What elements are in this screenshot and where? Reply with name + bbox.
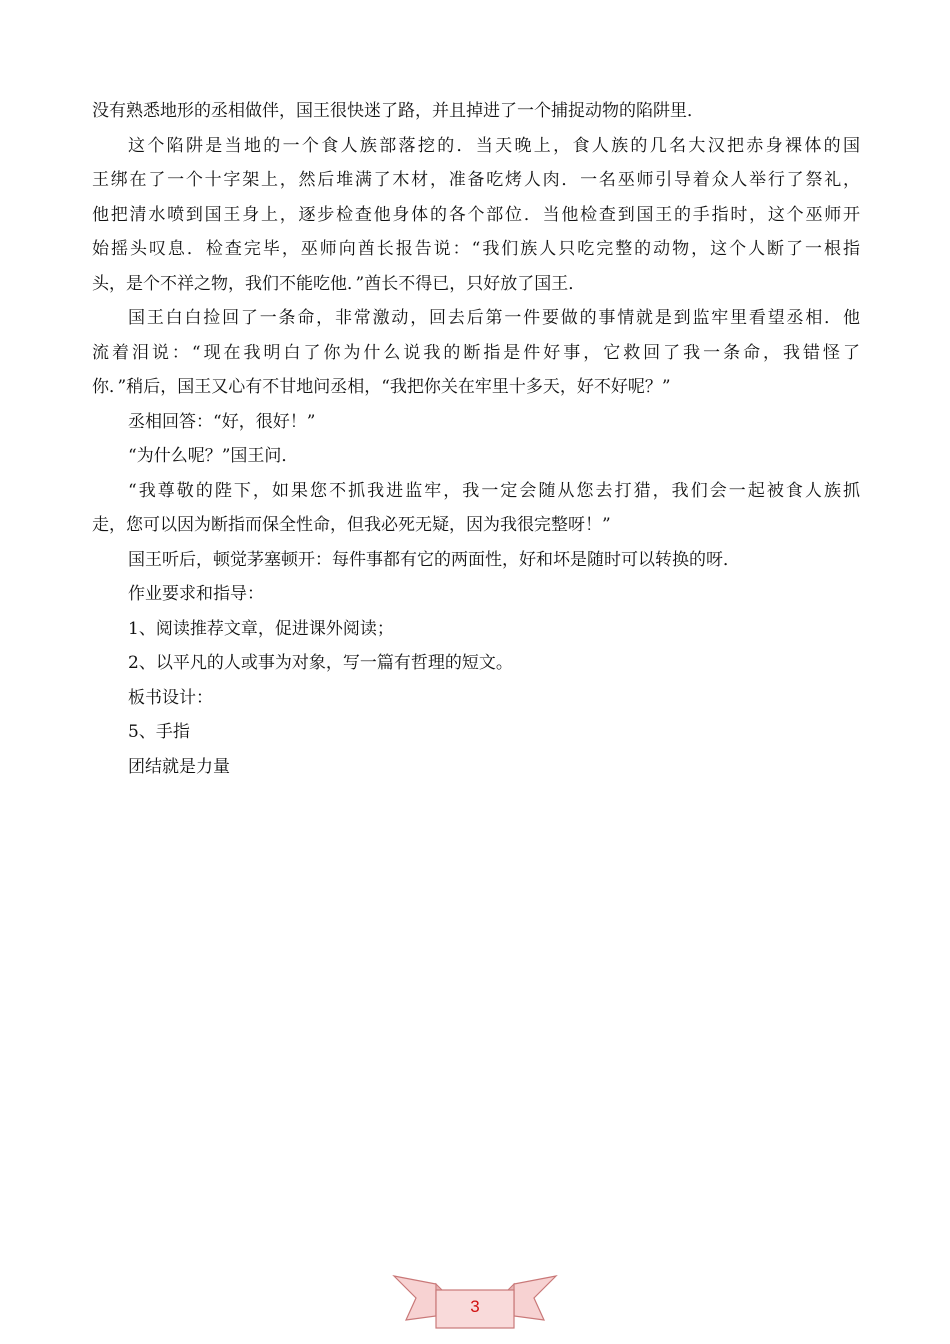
paragraph-line: “为什么呢？”国王问． [128, 446, 299, 466]
paragraph-line: 走，您可以因为断指而保全性命，但我必死无疑，因为我很完整呀！” [92, 515, 611, 535]
paragraph-line: 这个陷阱是当地的一个食人族部落挖的．当天晚上，食人族的几名大汉把赤身裸体的国 [128, 135, 860, 156]
paragraph-line: 始摇头叹息．检查完毕，巫师向酋长报告说：“我们族人只吃完整的动物，这个人断了一根指 [92, 239, 860, 259]
paragraph-line: 没有熟悉地形的丞相做伴，国王很快迷了路，并且掉进了一个捕捉动物的陷阱里． [92, 101, 704, 121]
board-design-title: 5、手指 [128, 722, 190, 742]
paragraph-line: 丞相回答：“好，很好！” [128, 411, 316, 432]
paragraph-line: 头，是个不祥之物，我们不能吃他．”酋长不得已，只好放了国王． [92, 273, 586, 294]
document-body [92, 94, 860, 784]
paragraph-line: 国王听后，顿觉茅塞顿开：每件事都有它的两面性，好和坏是随时可以转换的呀． [128, 549, 740, 570]
paragraph-line: 他把清水喷到国王身上，逐步检查他身体的各个部位．当他检查到国王的手指时，这个巫师开 [92, 204, 860, 225]
paragraph-line: 你．”稍后，国王又心有不甘地问丞相，“我把你关在牢里十多天，好不好呢？” [92, 377, 671, 397]
paragraph-line: 王绑在了一个十字架上，然后堆满了木材，准备吃烤人肉．一名巫师引导着众人举行了祭礼， [92, 170, 860, 190]
paragraph-line: 国王白白捡回了一条命，非常激动，回去后第一件要做的事情就是到监牢里看望丞相．他 [128, 308, 860, 328]
page-number: 3 [470, 1297, 480, 1316]
list-item: 2、以平凡的人或事为对象，写一篇有哲理的短文。 [128, 653, 513, 673]
section-heading: 作业要求和指导： [128, 584, 264, 604]
board-design-subtitle: 团结就是力量 [128, 756, 230, 777]
list-item: 1、阅读推荐文章，促进课外阅读； [128, 618, 394, 639]
paragraph-line: “我尊敬的陛下，如果您不抓我进监牢，我一定会随从您去打猎，我们会一起被食人族抓 [128, 480, 860, 501]
page-number-ribbon [392, 1272, 558, 1330]
section-heading: 板书设计： [128, 687, 213, 708]
paragraph-line: 流着泪说：“现在我明白了你为什么说我的断指是件好事，它救回了我一条命，我错怪了 [92, 342, 860, 363]
